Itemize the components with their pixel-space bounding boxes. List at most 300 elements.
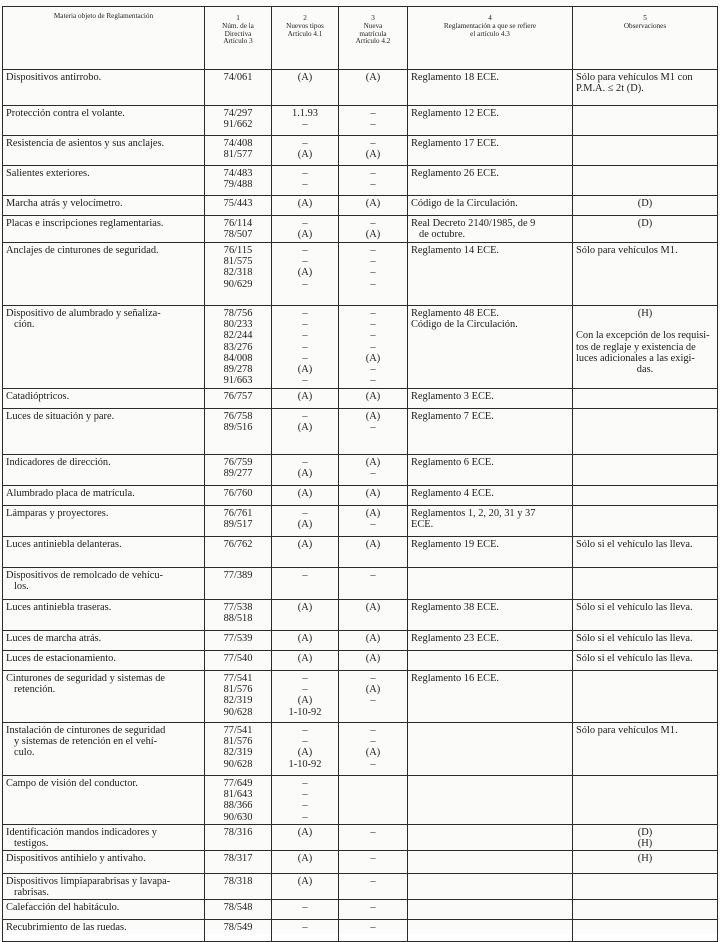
cell-materia-line: Dispositivos antirrobo.: [6, 72, 102, 83]
cell-nueva-matricula-line: –: [370, 108, 376, 119]
table-row: [3, 671, 718, 723]
cell-materia: [3, 70, 205, 106]
cell-directiva-line: 78/316: [223, 827, 253, 838]
cell-observaciones: [573, 874, 718, 900]
cell-nuevos-tipos: [272, 874, 339, 900]
column-number: 2: [303, 14, 307, 22]
cell-nuevos-tipos-line: –: [302, 778, 308, 789]
cell-reglamentacion: [408, 568, 573, 600]
cell-nuevos-tipos-line: –: [302, 684, 308, 696]
cell-materia: [3, 900, 205, 920]
cell-nuevos-tipos-line: (A): [297, 747, 313, 759]
cell-nuevos-tipos-line: (A): [297, 198, 313, 209]
column-header-text: Materia objeto de Reglamentación: [53, 12, 154, 20]
cell-nuevos-tipos: [272, 136, 339, 166]
cell-directiva: [205, 409, 272, 455]
cell-materia-line: Luces de marcha atrás.: [6, 633, 102, 644]
cell-nuevos-tipos-line: –: [302, 330, 308, 342]
cell-nuevos-tipos-line: –: [302, 736, 308, 748]
cell-directiva-line: 91/662: [223, 119, 253, 131]
cell-nueva-matricula-line: (A): [365, 457, 381, 468]
cell-materia-line: Marcha atrás y velocímetro.: [6, 198, 123, 209]
cell-nuevos-tipos-line: –: [302, 319, 308, 331]
cell-nuevos-tipos-line: (A): [297, 653, 313, 664]
cell-materia-line: Dispositivos limpiaparabrisas y lavapa-: [6, 876, 171, 887]
cell-nuevos-tipos-line: (A): [297, 468, 313, 480]
cell-nuevos-tipos: [272, 196, 339, 216]
column-header-text: Núm. de la: [222, 21, 254, 30]
cell-nueva-matricula-line: –: [370, 758, 376, 770]
cell-directiva-line: 88/518: [223, 613, 253, 625]
cell-nueva-matricula: [339, 409, 408, 455]
table-row: [3, 568, 718, 600]
cell-reglamentacion-line: Código de la Circulación.: [411, 319, 518, 331]
cell-nuevos-tipos: [272, 900, 339, 920]
cell-materia-line: Cinturones de seguridad y sistemas de: [6, 673, 166, 684]
cell-reglamentacion-line: Reglamento 17 ECE.: [411, 138, 500, 149]
cell-directiva-line: 83/276: [223, 341, 253, 353]
cell-directiva-line: 90/628: [223, 758, 253, 770]
cell-reglamentacion: [408, 651, 573, 671]
cell-observaciones-line: tos de reglaje y existencia de: [576, 341, 696, 353]
cell-nuevos-tipos: [272, 506, 339, 537]
cell-nueva-matricula: [339, 455, 408, 486]
cell-nuevos-tipos-line: –: [302, 168, 308, 179]
cell-nuevos-tipos-line: –: [302, 218, 308, 229]
cell-nuevos-tipos: [272, 455, 339, 486]
cell-observaciones: [573, 568, 718, 600]
cell-directiva-line: 81/576: [223, 736, 253, 748]
cell-materia-line: Recubrimiento de las ruedas.: [6, 922, 127, 933]
cell-directiva-line: 78/549: [223, 922, 253, 933]
cell-materia-line: Resistencia de asientos y sus anclajes.: [6, 138, 165, 149]
cell-nuevos-tipos-line: –: [302, 411, 308, 422]
cell-reglamentacion: [408, 723, 573, 776]
cell-directiva-line: 81/577: [223, 149, 253, 161]
cell-observaciones: [573, 106, 718, 136]
cell-directiva-line: 76/760: [223, 488, 253, 499]
cell-nueva-matricula: [339, 537, 408, 568]
cell-reglamentacion: [408, 900, 573, 920]
table-row: [3, 166, 718, 196]
cell-nuevos-tipos-line: 1-10-92: [288, 706, 322, 718]
cell-nueva-matricula-line: –: [370, 853, 376, 864]
cell-nuevos-tipos-line: (A): [297, 602, 313, 613]
cell-reglamentacion: [408, 671, 573, 723]
cell-directiva-line: 81/575: [223, 256, 253, 268]
cell-observaciones-line: (D): [637, 827, 653, 838]
cell-directiva: [205, 568, 272, 600]
cell-materia: [3, 776, 205, 825]
cell-observaciones: [573, 671, 718, 723]
cell-reglamentacion: [408, 243, 573, 306]
cell-nuevos-tipos: [272, 825, 339, 851]
cell-materia-line: testigos.: [14, 838, 49, 850]
cell-observaciones: [573, 851, 718, 874]
cell-nuevos-tipos: [272, 723, 339, 776]
header-reglamentacion: [408, 7, 573, 70]
cell-nuevos-tipos-line: –: [302, 352, 308, 364]
cell-materia: [3, 600, 205, 631]
cell-nuevos-tipos: [272, 631, 339, 651]
cell-directiva: [205, 651, 272, 671]
cell-observaciones: [573, 651, 718, 671]
column-header-text: Nueva: [363, 21, 383, 30]
cell-nueva-matricula-line: –: [370, 245, 376, 256]
table-row: [3, 306, 718, 389]
cell-observaciones: [573, 776, 718, 825]
cell-materia: [3, 409, 205, 455]
cell-reglamentacion-line: Reglamento 23 ECE.: [411, 633, 500, 644]
cell-materia: [3, 631, 205, 651]
cell-nueva-matricula-line: –: [370, 341, 376, 353]
cell-materia: [3, 389, 205, 409]
header-materia: [3, 7, 205, 70]
cell-nueva-matricula: [339, 851, 408, 874]
table-row: [3, 776, 718, 825]
cell-materia-line: Indicadores de dirección.: [6, 457, 111, 468]
cell-reglamentacion-line: Reglamento 7 ECE.: [411, 411, 494, 422]
cell-directiva-line: 76/759: [223, 457, 253, 468]
cell-nuevos-tipos-line: (A): [297, 853, 313, 864]
cell-reglamentacion-line: Reglamento 12 ECE.: [411, 108, 500, 119]
cell-nuevos-tipos-line: (A): [297, 391, 313, 402]
cell-directiva-line: 90/628: [223, 706, 253, 718]
column-number: 4: [488, 14, 492, 22]
cell-nuevos-tipos-line: (A): [297, 539, 313, 550]
cell-nuevos-tipos-line: (A): [297, 695, 313, 707]
cell-nueva-matricula-line: –: [370, 736, 376, 748]
cell-materia: [3, 825, 205, 851]
column-header-text: Nuevos tipos: [286, 21, 324, 30]
cell-observaciones-line: (D): [637, 218, 653, 229]
cell-directiva-line: 76/115: [223, 245, 253, 256]
cell-nuevos-tipos: [272, 166, 339, 196]
cell-observaciones-line: Sólo para vehículos M1 con: [576, 72, 693, 83]
cell-directiva: [205, 776, 272, 825]
cell-observaciones: [573, 825, 718, 851]
column-number: 3: [371, 14, 375, 22]
table-body: [3, 70, 718, 942]
cell-materia-line: los.: [14, 581, 29, 593]
cell-nueva-matricula: [339, 631, 408, 651]
cell-directiva: [205, 106, 272, 136]
cell-reglamentacion: [408, 631, 573, 651]
cell-nuevos-tipos-line: –: [302, 256, 308, 268]
cell-reglamentacion: [408, 537, 573, 568]
cell-observaciones: [573, 900, 718, 920]
cell-observaciones: [573, 216, 718, 243]
cell-reglamentacion: [408, 70, 573, 106]
cell-nueva-matricula-line: –: [370, 375, 376, 387]
cell-observaciones: [573, 455, 718, 486]
cell-reglamentacion: [408, 600, 573, 631]
cell-nueva-matricula-line: –: [370, 256, 376, 268]
cell-materia: [3, 196, 205, 216]
cell-directiva-line: 74/408: [223, 138, 253, 149]
cell-directiva: [205, 243, 272, 306]
cell-directiva: [205, 216, 272, 243]
cell-materia-line: retención.: [14, 684, 56, 696]
cell-reglamentacion: [408, 506, 573, 537]
table-row: [3, 537, 718, 568]
cell-nueva-matricula: [339, 136, 408, 166]
cell-reglamentacion: [408, 216, 573, 243]
cell-reglamentacion-line: Reglamento 3 ECE.: [411, 391, 494, 402]
cell-nuevos-tipos-line: –: [302, 341, 308, 353]
cell-materia: [3, 651, 205, 671]
cell-observaciones: [573, 723, 718, 776]
cell-nuevos-tipos-line: –: [302, 673, 308, 684]
cell-directiva: [205, 455, 272, 486]
cell-observaciones: [573, 600, 718, 631]
cell-directiva: [205, 136, 272, 166]
cell-nuevos-tipos-line: (A): [297, 827, 313, 838]
cell-directiva: [205, 825, 272, 851]
cell-directiva-line: 77/539: [223, 633, 253, 644]
cell-observaciones-line: Sólo si el vehículo las lleva.: [576, 539, 693, 550]
cell-nueva-matricula-line: –: [370, 138, 376, 149]
cell-nueva-matricula: [339, 600, 408, 631]
cell-nuevos-tipos-line: (A): [297, 267, 313, 279]
cell-materia-line: ción.: [14, 319, 35, 331]
cell-observaciones: [573, 486, 718, 506]
cell-observaciones: [573, 409, 718, 455]
cell-directiva: [205, 166, 272, 196]
cell-nueva-matricula-line: (A): [365, 411, 381, 422]
cell-nuevos-tipos-line: –: [302, 800, 308, 812]
cell-materia-line: Alumbrado placa de matrícula.: [6, 488, 135, 499]
cell-nuevos-tipos-line: –: [302, 457, 308, 468]
cell-nueva-matricula-line: –: [370, 673, 376, 684]
cell-reglamentacion-line: Reglamento 16 ECE.: [411, 673, 500, 684]
cell-observaciones: [573, 920, 718, 942]
header-nuevos-tipos: [272, 7, 339, 70]
cell-nueva-matricula-line: –: [370, 218, 376, 229]
cell-materia-line: Luces antiniebla delanteras.: [6, 539, 122, 550]
cell-materia-line: y sistemas de retención en el vehí-: [14, 736, 158, 748]
cell-observaciones: [573, 631, 718, 651]
cell-reglamentacion: [408, 825, 573, 851]
cell-materia-line: Lámparas y proyectores.: [6, 508, 109, 519]
cell-observaciones-line: (H): [637, 838, 653, 850]
cell-nuevos-tipos: [272, 243, 339, 306]
header-observaciones: [573, 7, 718, 70]
cell-nueva-matricula: [339, 506, 408, 537]
cell-nuevos-tipos: [272, 389, 339, 409]
cell-nuevos-tipos-line: 1.1.93: [292, 108, 318, 119]
cell-nueva-matricula-line: (A): [365, 684, 381, 696]
cell-directiva-line: 82/318: [223, 267, 253, 279]
table-row: [3, 486, 718, 506]
cell-directiva-line: 88/366: [223, 800, 253, 812]
cell-directiva: [205, 389, 272, 409]
cell-materia-line: Placas e inscripciones reglamentarias.: [6, 218, 164, 229]
cell-reglamentacion-line: de octubre.: [419, 229, 466, 241]
cell-nueva-matricula-line: –: [370, 267, 376, 279]
cell-nueva-matricula-line: –: [370, 827, 376, 838]
cell-nueva-matricula-line: –: [370, 876, 376, 887]
cell-materia: [3, 243, 205, 306]
cell-nueva-matricula: [339, 106, 408, 136]
cell-nueva-matricula: [339, 166, 408, 196]
cell-nuevos-tipos-line: 1-10-92: [288, 758, 322, 770]
cell-nuevos-tipos-line: (A): [297, 149, 313, 161]
cell-nueva-matricula-line: [342, 707, 404, 718]
cell-reglamentacion-line: Reglamento 48 ECE.: [411, 308, 500, 319]
cell-nueva-matricula-line: (A): [365, 747, 381, 759]
table-row: [3, 389, 718, 409]
cell-directiva-line: 76/757: [223, 391, 253, 402]
cell-reglamentacion: [408, 920, 573, 942]
cell-materia: [3, 216, 205, 243]
cell-directiva-line: 84/008: [223, 352, 253, 364]
cell-nuevos-tipos-line: –: [302, 375, 308, 387]
cell-directiva-line: 76/762: [223, 539, 253, 550]
cell-nuevos-tipos-line: –: [302, 278, 308, 290]
cell-nueva-matricula: [339, 196, 408, 216]
cell-observaciones: [573, 506, 718, 537]
cell-nuevos-tipos-line: –: [302, 179, 308, 191]
cell-directiva: [205, 196, 272, 216]
cell-observaciones-line: Sólo si el vehículo las lleva.: [576, 653, 693, 664]
cell-nueva-matricula-line: (A): [365, 391, 381, 402]
cell-nueva-matricula-line: (A): [365, 72, 381, 83]
cell-nueva-matricula-line: (A): [365, 488, 381, 499]
cell-nueva-matricula-line: –: [370, 695, 376, 707]
cell-directiva: [205, 486, 272, 506]
header-row: [3, 7, 718, 70]
cell-observaciones-line: Con la excepción de los requisi-: [576, 330, 710, 342]
cell-directiva-line: 89/516: [223, 422, 253, 434]
cell-nueva-matricula-line: (A): [365, 508, 381, 519]
cell-directiva-line: 76/758: [223, 411, 253, 422]
cell-nueva-matricula: [339, 389, 408, 409]
cell-materia: [3, 136, 205, 166]
cell-nueva-matricula-line: –: [370, 422, 376, 434]
cell-nueva-matricula-line: (A): [365, 539, 381, 550]
cell-nueva-matricula-line: –: [370, 902, 376, 913]
cell-nueva-matricula: [339, 874, 408, 900]
table-row: [3, 136, 718, 166]
cell-directiva: [205, 723, 272, 776]
cell-reglamentacion: [408, 409, 573, 455]
column-header-text: el artículo 4.3: [470, 29, 510, 38]
cell-nueva-matricula-line: –: [370, 319, 376, 331]
cell-observaciones-line: (D): [637, 198, 653, 209]
cell-observaciones: [573, 136, 718, 166]
cell-directiva-line: 80/233: [223, 319, 253, 331]
cell-materia-line: Dispositivos de remolcado de vehícu-: [6, 570, 163, 581]
cell-reglamentacion: [408, 166, 573, 196]
cell-nueva-matricula-line: –: [370, 308, 376, 319]
cell-directiva-line: 77/649: [223, 778, 253, 789]
cell-materia: [3, 874, 205, 900]
cell-nuevos-tipos-line: –: [302, 902, 308, 913]
cell-directiva: [205, 631, 272, 651]
cell-reglamentacion: [408, 306, 573, 389]
cell-nuevos-tipos: [272, 568, 339, 600]
column-header-text: Reglamentación a que se refiere: [443, 21, 537, 30]
cell-nuevos-tipos-line: –: [302, 508, 308, 519]
regulation-table: [2, 6, 718, 942]
cell-observaciones: [573, 537, 718, 568]
cell-directiva-line: 74/061: [223, 72, 253, 83]
cell-nuevos-tipos: [272, 216, 339, 243]
table-row: [3, 723, 718, 776]
cell-directiva: [205, 920, 272, 942]
table-row: [3, 851, 718, 874]
cell-nueva-matricula: [339, 825, 408, 851]
cell-reglamentacion: [408, 776, 573, 825]
cell-materia-line: Instalación de cinturones de seguridad: [6, 725, 166, 736]
cell-directiva: [205, 900, 272, 920]
cell-observaciones-line: (H): [637, 853, 653, 864]
cell-nueva-matricula-line: –: [370, 519, 376, 531]
cell-nuevos-tipos-line: (A): [297, 229, 313, 241]
cell-materia-line: Salientes exteriores.: [6, 168, 90, 179]
column-number: 1: [236, 14, 240, 22]
column-header-text: Artículo 4.2: [355, 37, 391, 46]
cell-directiva-line: 76/114: [223, 218, 253, 229]
cell-nueva-matricula: [339, 651, 408, 671]
cell-directiva-line: 82/319: [223, 747, 253, 759]
table-row: [3, 455, 718, 486]
column-header-text: matrícula: [359, 29, 387, 38]
cell-nueva-matricula-line: (A): [365, 653, 381, 664]
cell-nuevos-tipos: [272, 851, 339, 874]
cell-observaciones: [573, 70, 718, 106]
cell-directiva-line: 78/318: [223, 876, 253, 887]
table-row: [3, 196, 718, 216]
cell-nuevos-tipos-line: –: [302, 811, 308, 823]
cell-nueva-matricula: [339, 671, 408, 723]
header-nueva-matricula: [339, 7, 408, 70]
cell-reglamentacion-line: ECE.: [411, 519, 434, 531]
cell-directiva-line: 90/629: [223, 278, 253, 290]
table-row: [3, 874, 718, 900]
cell-reglamentacion: [408, 486, 573, 506]
column-number: 5: [643, 14, 647, 22]
cell-reglamentacion-line: Reglamento 18 ECE.: [411, 72, 500, 83]
cell-observaciones-line: Sólo si el vehículo las lleva.: [576, 602, 693, 613]
cell-nuevos-tipos: [272, 537, 339, 568]
cell-nueva-matricula-line: –: [370, 119, 376, 131]
cell-materia-line: Protección contra el volante.: [6, 108, 125, 119]
cell-nueva-matricula: [339, 306, 408, 389]
table-row: [3, 506, 718, 537]
cell-materia: [3, 671, 205, 723]
cell-directiva: [205, 671, 272, 723]
cell-directiva-line: 82/319: [223, 695, 253, 707]
cell-observaciones-line: Sólo para vehículos M1.: [576, 725, 678, 736]
cell-directiva-line: 75/443: [223, 198, 253, 209]
cell-nueva-matricula: [339, 216, 408, 243]
cell-materia-line: Dispositivos antihielo y antivaho.: [6, 853, 146, 864]
cell-observaciones: [573, 166, 718, 196]
cell-nueva-matricula-line: (A): [365, 198, 381, 209]
cell-reglamentacion: [408, 455, 573, 486]
table-row: [3, 106, 718, 136]
cell-observaciones-line: [576, 319, 714, 330]
cell-directiva: [205, 506, 272, 537]
cell-directiva: [205, 306, 272, 389]
cell-nuevos-tipos-line: –: [302, 922, 308, 933]
column-header-text: Observaciones: [623, 21, 667, 30]
cell-nueva-matricula-line: –: [370, 725, 376, 736]
cell-materia-line: Luces de situación y pare.: [6, 411, 115, 422]
cell-materia-line: Luces antiniebla traseras.: [6, 602, 112, 613]
